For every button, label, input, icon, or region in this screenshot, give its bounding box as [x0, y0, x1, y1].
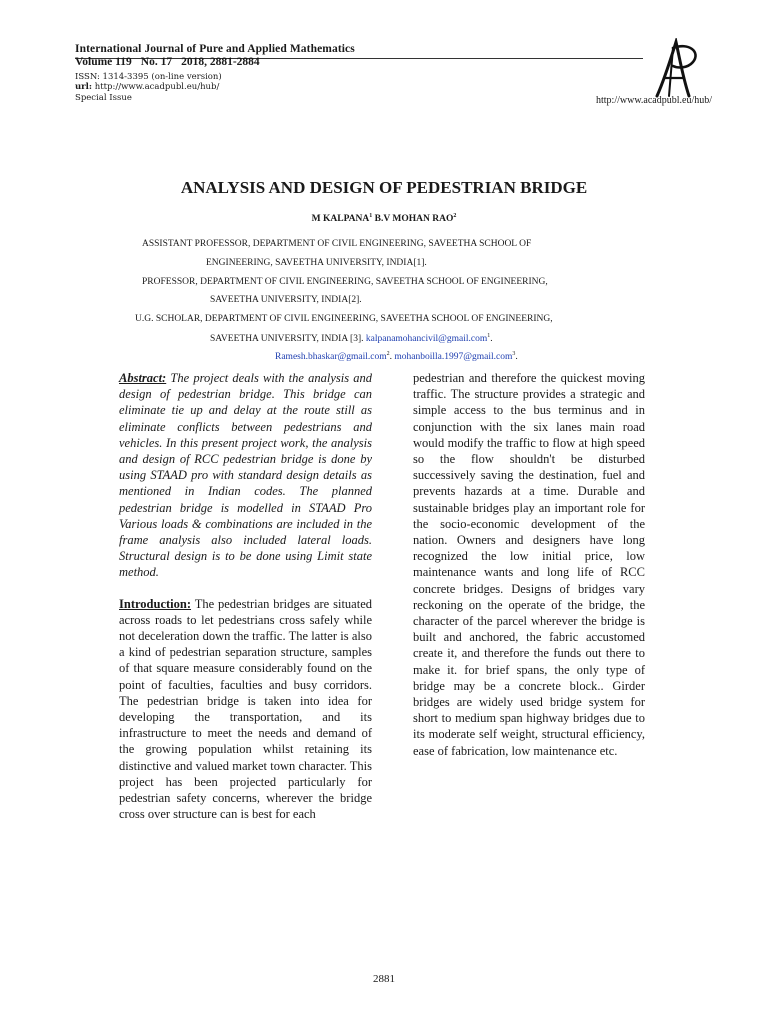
author-2-sup: 2: [453, 213, 457, 219]
email-link-2[interactable]: Ramesh.bhaskar@gmail.com: [275, 352, 387, 363]
email-link-1[interactable]: kalpanamohancivil@gmail.com: [365, 334, 488, 345]
affiliation-line: ASSISTANT PROFESSOR, DEPARTMENT OF CIVIL ENGINEERING, SAVEETHA SCHOOL OF: [142, 239, 532, 249]
email-2-sup: 2: [386, 351, 390, 357]
affiliation-line: SAVEETHA UNIVERSITY, INDIA[2].: [210, 295, 362, 305]
issue-number: No. 17: [140, 56, 173, 68]
journal-url-line: [75, 82, 219, 92]
introduction-paragraph: [119, 596, 372, 823]
email-line: Ramesh.bhaskar@gmail.com$^2$. mohanboilla.1997@gmail.com$^3$.: [275, 351, 518, 363]
publisher-logo: [643, 38, 703, 100]
introduction-text: The pedestrian bridges are situated across roads to let pedestrians cross safely while not deceleration down the traffic. The latter is also a kind of pedestrian separation structure, samples of that square measure considerably found on the point of faculties, faculties and busy corridors. The pedestrian bridge is taken into idea for developing the transportation, and its infrastructure to meet the needs and demand of the growing population whilst retaining its distinctive and valued market town character. This project has been projected particularly for pedestrian safety concerns, wherever the bridge cross over structure can is best for each: [119, 596, 372, 822]
abstract-paragraph: [119, 370, 372, 581]
affiliation-email-line: SAVEETHA UNIVERSITY, INDIA [3]. kalpanamohancivil@gmail.com$^1$.: [210, 333, 493, 345]
affiliation-line: U.G. SCHOLAR, DEPARTMENT OF CIVIL ENGINEERING, SAVEETHA SCHOOL OF ENGINEERING,: [135, 314, 553, 324]
abstract-text: The project deals with the analysis and design of pedestrian bridge. This bridge can eliminate tie up and delay at the route still as eliminate conflicts between pedestrians and vehicles. In this present project work, the analysis and design of RCC pedestrian bridge is done by using STAAD pro with standard design details as mentioned in Indian codes. The planned pedestrian bridge is modelled in STAAD Pro Various loads & combinations are included in the frame analysis also included lateral loads. Structural design is to be done using Limit state method.: [119, 371, 373, 580]
authors: [0, 213, 768, 224]
special-issue: Special Issue: [75, 93, 132, 103]
author-1: M KALPANA: [311, 214, 370, 225]
author-1-sup: 1: [369, 213, 373, 219]
volume: Volume 119: [75, 56, 132, 68]
affiliation-line: PROFESSOR, DEPARTMENT OF CIVIL ENGINEERING, SAVEETHA SCHOOL OF ENGINEERING,: [142, 277, 548, 287]
abstract-label: Abstract:: [119, 371, 167, 385]
paper-title: ANALYSIS AND DESIGN OF PEDESTRIAN BRIDGE: [180, 178, 588, 197]
email-link-3[interactable]: mohanboilla.1997@gmail.com: [394, 352, 513, 363]
left-column: [119, 370, 372, 822]
email-1-sup: 1: [487, 333, 491, 339]
site-url[interactable]: http://www.acadpubl.eu/hub/: [596, 95, 712, 106]
right-column-text: pedestrian and therefore the quickest moving traffic. The structure provides a strategic and simple access to the bus terminus and in conjunction with the six lanes main road would modify the traffic to flow at high speed so the flow shouldn't be disturbed successively saving the destination, fuel and prevents hazards at a time. Durable and sustainable bridges play an important role for the socio-economic development of the nation. Owners and designers have long recognized the low initial price, low maintenance wants and long life of RCC concrete bridges. Designs of bridges vary reckoning on the operate of the bridge, the character of the parcel wherever the bridge is built and anchored, the fabric accustomed create it, and therefore the funds out there to make it. for brief spans, the only type of bridge may be a concrete block.. Girder bridges are widely used bridge system for short to medium span highway bridges due to its moderate self weight, structural efficiency, ease of fabrication, low maintenance etc.: [413, 371, 645, 758]
affiliation-line: ENGINEERING, SAVEETHA UNIVERSITY, INDIA[1].: [206, 258, 427, 268]
affiliation-line: SAVEETHA UNIVERSITY, INDIA [3].: [210, 334, 364, 345]
introduction-label: Introduction:: [119, 596, 192, 611]
issn: ISSN: 1314-3395 (on-line version): [75, 72, 222, 82]
url-label: url:: [75, 82, 93, 92]
author-2: B.V MOHAN RAO: [374, 214, 454, 225]
journal-title: International Journal of Pure and Applied Mathematics: [75, 43, 355, 55]
journal-url[interactable]: http://www.acadpubl.eu/hub/: [94, 82, 220, 92]
right-column: [413, 370, 645, 759]
volume-line: [75, 56, 260, 68]
email-3-sup: 3: [512, 351, 516, 357]
page-number: 2881: [373, 973, 395, 985]
year-pages: 2018, 2881-2884: [181, 56, 260, 68]
